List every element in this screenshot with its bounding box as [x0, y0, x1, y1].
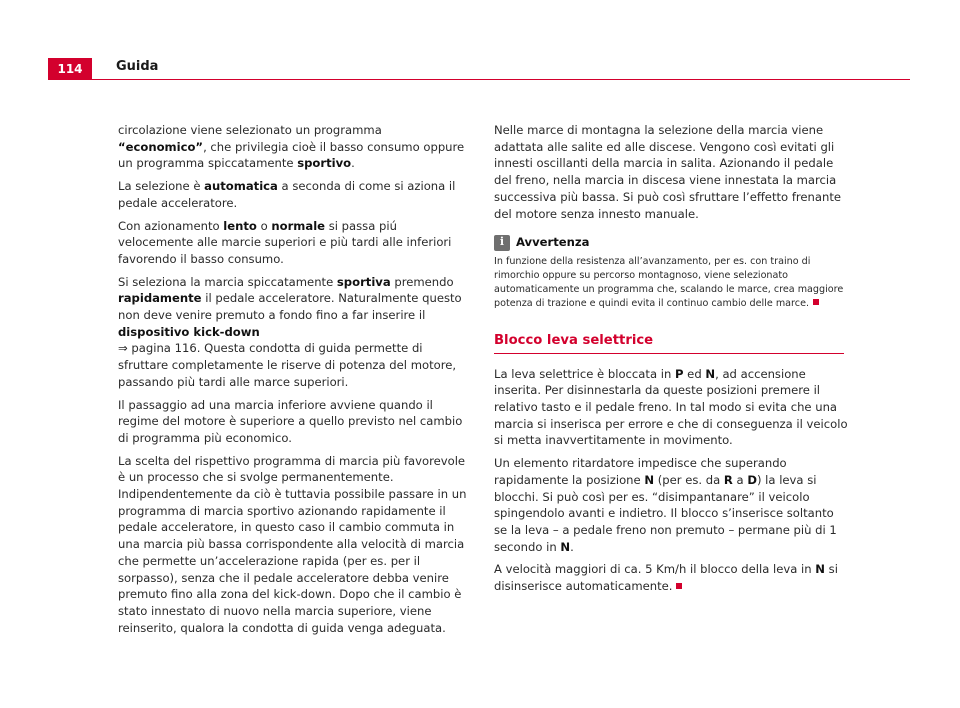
page-number: 114	[48, 58, 92, 80]
section-title: Guida	[116, 59, 159, 74]
note-text: In funzione della resistenza all’avanzamento, per es. con traino di rimorchio oppure su percorso montagnoso, viene selezionato automaticamente un programma che, scalando le marce, crea maggiore potenza di trazione e quindi evita il continuo cambio delle marce.	[494, 255, 844, 309]
info-icon: i	[494, 235, 510, 251]
paragraph: Il passaggio ad una marcia inferiore avviene quando il regime del motore è superiore a quello previsto nel cambio di programma più economico.	[118, 397, 463, 445]
paragraph: circolazione viene selezionato un programma “economico”, che privilegia cioè il basso consumo oppure un programma spiccatamente sportivo.	[118, 123, 465, 171]
left-column	[118, 122, 472, 642]
note-title: Avvertenza	[516, 235, 590, 250]
note-header	[494, 234, 850, 251]
header-divider	[48, 79, 910, 80]
paragraph: Con azionamento lento o normale si passa piú velocemente alle marcie superiori e più tardi alle inferiori favorendo il basso consumo.	[118, 218, 452, 266]
paragraph: A velocità maggiori di ca. 5 Km/h il blocco della leva in N si disinserisce automaticamente.	[494, 562, 838, 594]
paragraph: La scelta del rispettivo programma di marcia più favorevole è un processo che si svolge permanentemente. Indipendentemente da ciò è tuttavia possibile passare in un programma di marcia sportivo azionando rapidamente il pedale acceleratore, in questo caso il cambio commuta in una marcia più bassa corrispondente alla velocità di marcia che permette un’accelerazione rapida (per es. per il sorpasso), senza che il pedale acceleratore debba venire premuto fino alla zona del kick-down. Dopo che il cambio è stato innestato di nuovo nella marcia superiore, viene reinserito, qualora la condotta di guida venga adeguata.	[118, 453, 467, 635]
end-marker-icon	[813, 299, 819, 305]
kick-down-link: dispositivo kick-down	[118, 324, 260, 339]
paragraph: La selezione è automatica a seconda di come si aziona il pedale acceleratore.	[118, 179, 456, 210]
section-heading: Blocco leva selettrice	[494, 333, 844, 354]
paragraph: La leva selettrice è bloccata in P ed N, ad accensione inserita. Per disinnestarla da queste posizioni premere il relativo tasto e il pedale freno. In tal modo si evita che una marcia si inserisca per errore e che di conseguenza il veicolo si metta inavvertitamente in movimento.	[494, 366, 848, 448]
paragraph: Nelle marce di montagna la selezione della marcia viene adattata alle salite ed alle discese. Vengono così evitati gli innesti oscillanti della marcia in salita. Azionando il pedale del freno, nella marcia in discesa viene innestata la marcia successiva più bassa. Si può così sfruttare l’effetto frenante del motore senza innesto manuale.	[494, 123, 842, 221]
end-marker-icon	[676, 583, 682, 589]
right-column	[494, 122, 850, 601]
paragraph: Un elemento ritardatore impedisce che superando rapidamente la posizione N (per es. da R a D) la leva si blocchi. Si può così per es. “disimpantanare” il veicolo spingendolo avanti e indietro. Il blocco s’inserisce soltanto se la leva – a pedale freno non premuto – permane più di 1 secondo in N.	[494, 456, 837, 554]
page-header	[0, 52, 960, 82]
paragraph: Si seleziona la marcia spiccatamente sportiva premendo rapidamente il pedale acceleratore. Naturalmente questo non deve venire premuto a fondo fino a far inserire il dispositivo kick-down ⇒ pagina 116. Questa condotta di guida permette di sfruttare completamente le riserve di potenza del motore, passando più tardi alle marce superiori.	[118, 274, 462, 389]
